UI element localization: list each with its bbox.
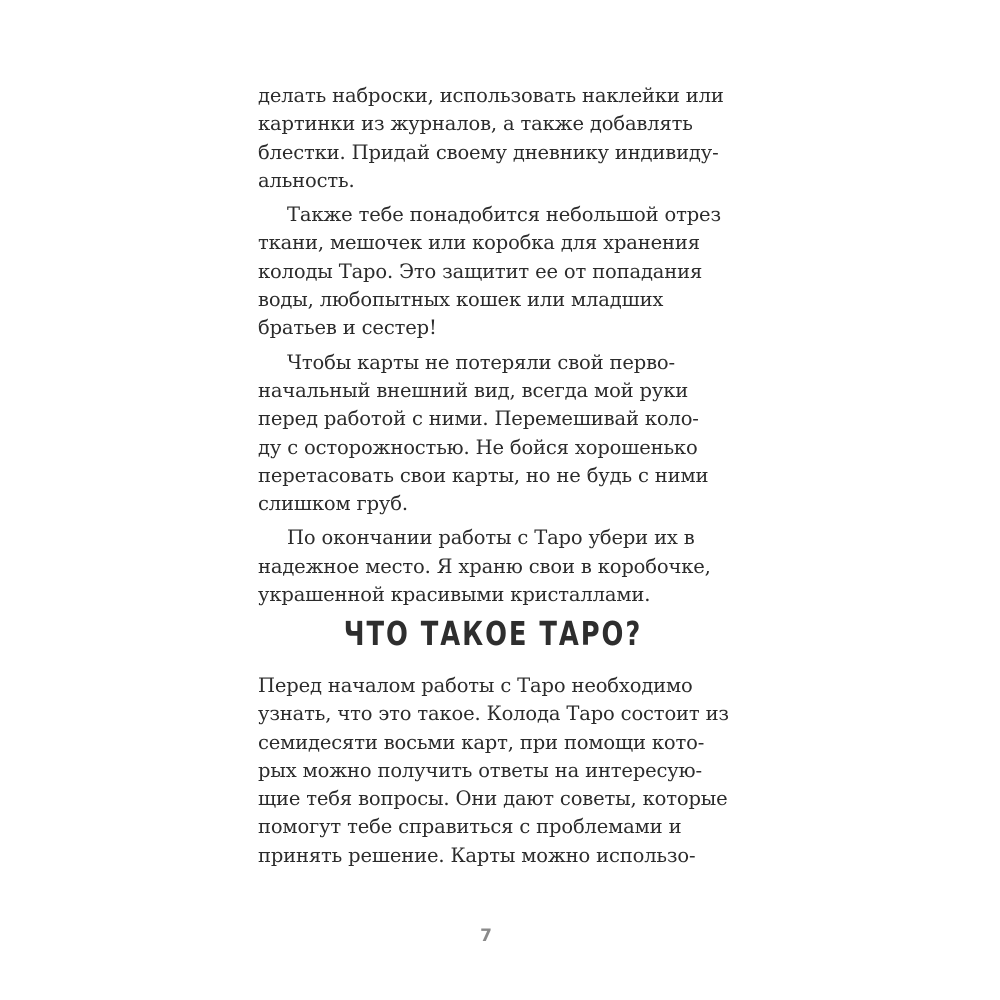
paragraph-4: [258, 524, 728, 609]
text-line: украшенной красивыми кристаллами.: [258, 583, 651, 607]
body-text: [258, 82, 728, 615]
text-line: Также тебе понадобится небольшой отрез: [287, 203, 721, 227]
paragraph-2: [258, 201, 728, 342]
paragraph-3: [258, 349, 728, 519]
text-line: воды, любопытных кошек или младших: [258, 288, 664, 312]
text-line: рых можно получить ответы на интересую-: [258, 758, 702, 782]
text-line: блестки. Придай своему дневнику индивиду-: [258, 140, 719, 164]
text-line: помогут тебе справиться с проблемами и: [258, 815, 682, 839]
text-line: узнать, что это такое. Колода Таро состоит из: [258, 702, 729, 726]
text-line: щие тебя вопросы. Они дают советы, которые: [258, 787, 728, 811]
text-line: делать наброски, использовать наклейки или: [258, 84, 724, 107]
section-body: [258, 672, 728, 870]
text-line: семидесяти восьми карт, при помощи кото-: [258, 730, 705, 754]
section-heading: ЧТО ТАКОЕ ТАРО?: [343, 614, 643, 653]
text-line: По окончании работы с Таро убери их в: [287, 526, 695, 550]
text-line: колоды Таро. Это защитит ее от попадания: [258, 259, 703, 283]
text-line: перед работой с ними. Перемешивай коло-: [258, 407, 699, 431]
text-line: братьев и сестер!: [258, 316, 437, 340]
text-line: ду с осторожностью. Не бойся хорошенько: [258, 435, 698, 459]
text-line: альность.: [258, 168, 355, 192]
text-line: надежное место. Я храню свои в коробочке,: [258, 554, 711, 578]
text-line: картинки из журналов, а также добавлять: [258, 112, 693, 136]
text-line: слишком груб.: [258, 492, 408, 516]
text-line: Перед началом работы с Таро необходимо: [258, 674, 693, 697]
text-line: Чтобы карты не потеряли свой перво-: [287, 350, 675, 374]
text-line: принять решение. Карты можно использо-: [258, 843, 696, 867]
page-number: 7: [480, 926, 492, 946]
paragraph-1: [258, 82, 728, 195]
text-line: перетасовать свои карты, но не будь с ними: [258, 463, 709, 487]
text-line: ткани, мешочек или коробка для хранения: [258, 231, 700, 255]
text-line: начальный внешний вид, всегда мой руки: [258, 378, 689, 402]
